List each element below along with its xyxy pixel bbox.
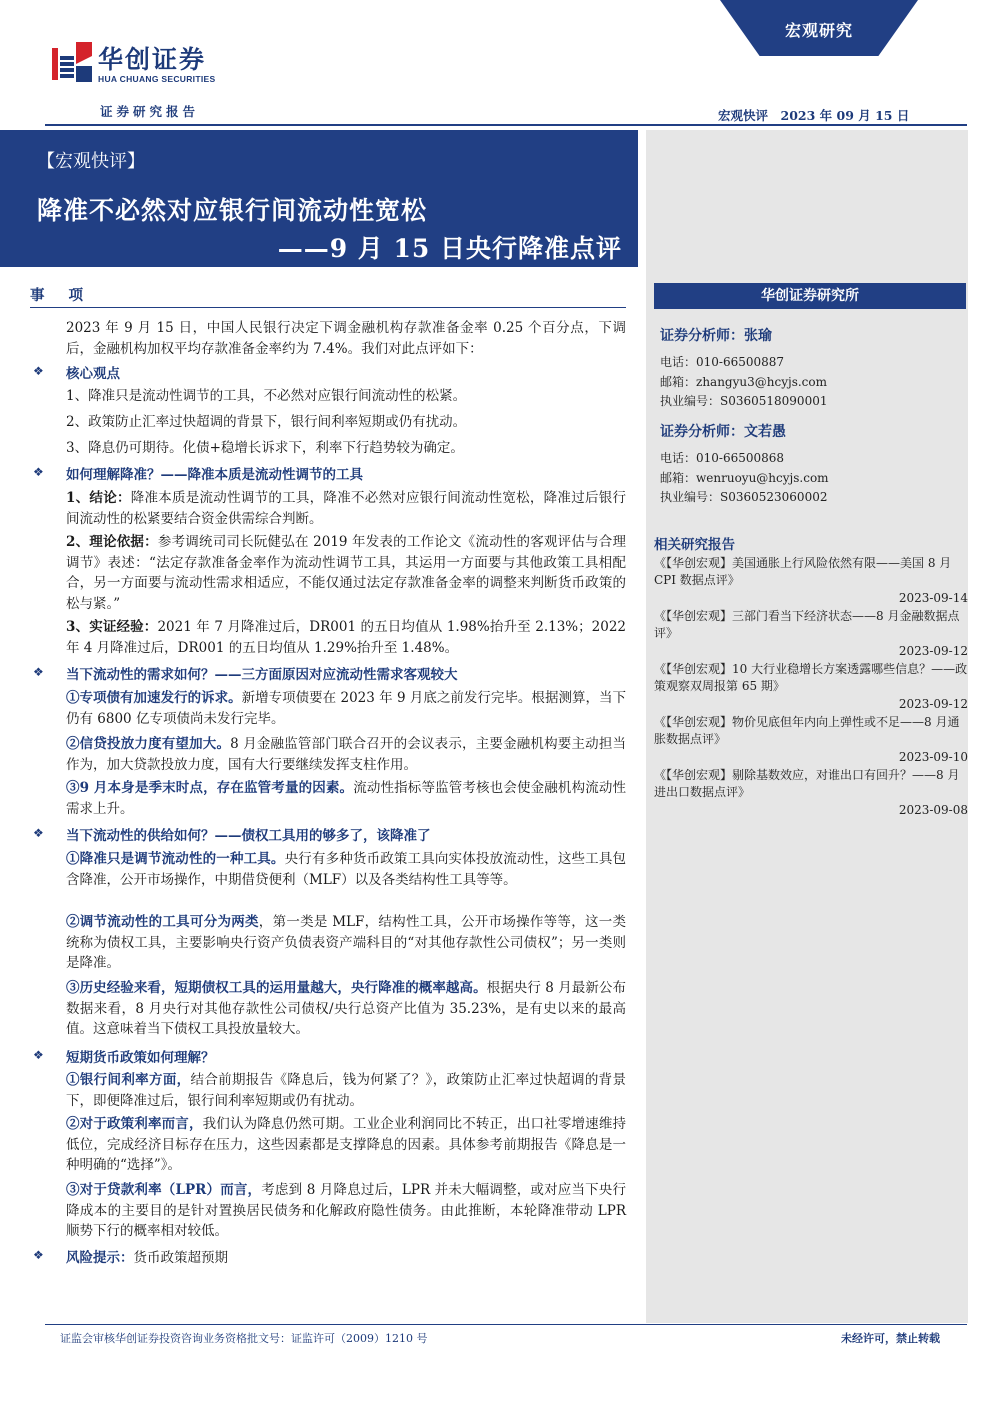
paragraph-lead: ①专项债有加速发行的诉求。	[66, 690, 242, 706]
paragraph-lead: ①银行间利率方面，	[66, 1072, 191, 1088]
paragraph-lead: 3、实证经验：	[66, 619, 158, 635]
analyst-license: 执业编号：S0360518090001	[660, 394, 828, 408]
paragraph-text: 8 月金融监管部门联合召开的会议表示，主要金融机构要主动担当作为，加大贷款投放力度，国有大行要继续发挥支柱作用。	[66, 736, 626, 773]
paragraph-text: 降准本质是流动性调节的工具，降准不必然对应银行间流动性宽松，降准过后银行间流动性的松紧要结合资金供需综合判断。	[66, 490, 626, 527]
related-report-item[interactable]	[654, 608, 968, 660]
title-tag: 【宏观快评】	[37, 151, 145, 172]
section-divider	[30, 307, 626, 308]
related-report-title[interactable]: 《【华创宏观】物价见底但年内向上弹性或不足——8 月通胀数据点评》	[654, 715, 960, 746]
section2-paragraph	[66, 688, 626, 729]
institute-heading: 华创证券研究所	[654, 283, 966, 309]
footer-notice: 未经许可，禁止转载	[841, 1332, 940, 1345]
analyst-license: 执业编号：S0360523060002	[660, 490, 828, 504]
intro-paragraph: 2023 年 9 月 15 日，中国人民银行决定下调金融机构存款准备金率 0.25 个百分点，下调后，金融机构加权平均存款准备金率约为 7.4%。我们对此点评如下：	[66, 320, 626, 357]
analyst-contact	[660, 449, 829, 508]
report-date: 宏观快评 2023 年 09 月 15 日	[718, 108, 910, 123]
related-report-title[interactable]: 《【华创宏观】10 大行业稳增长方案透露哪些信息？——政策观察双周报第 65 期》	[654, 662, 968, 693]
analyst-phone: 电话：010-66500868	[660, 451, 785, 465]
paragraph-lead: ③历史经验来看，短期债权工具的运用量越大，央行降准的概率越高。	[66, 980, 487, 996]
report-type-label: 证券研究报告	[100, 104, 200, 119]
core-point: 2、政策防止汇率过快超调的背景下，银行间利率短期或仍有扰动。	[66, 414, 467, 430]
risk-heading: 风险提示：	[66, 1250, 134, 1266]
core-point: 1、降准只是流动性调节的工具，不必然对应银行间流动性的松紧。	[66, 388, 467, 404]
related-report-date: 2023-09-08	[898, 803, 968, 817]
analyst-phone: 电话：010-66500887	[660, 355, 785, 369]
core-views-heading: 核心观点	[66, 366, 120, 382]
section3-paragraph	[66, 912, 626, 974]
section3-paragraph	[66, 849, 626, 890]
report-subtitle: ——9 月 15 日央行降准点评	[277, 234, 622, 263]
paragraph-text: ，第一类是 MLF，结构性工具，公开市场操作等等，这一类统称为债权工具，主要影响央行资产负债表资产端科目的“对其他存款性公司债权”；另一类则是降准。	[66, 914, 627, 971]
category-label: 宏观研究	[784, 21, 853, 40]
paragraph-text: 根据央行 8 月最新公布数据来看，8 月央行对其他存款性公司债权/央行总资产比值为 35.23%，是有史以来的最高值。这意味着当下债权工具投放量较大。	[66, 980, 627, 1037]
brand-name-english: HUA CHUANG SECURITIES	[98, 74, 216, 84]
header-divider	[45, 124, 967, 126]
section1-heading: 如何理解降准？——降准本质是流动性调节的工具	[66, 467, 363, 483]
section3-paragraph	[66, 978, 626, 1040]
related-reports-heading: 相关研究报告	[654, 537, 735, 553]
paragraph-lead: ②调节流动性的工具可分为两类	[66, 914, 259, 930]
risk-text: 货币政策超预期	[133, 1250, 228, 1266]
related-report-title[interactable]: 《【华创宏观】美国通胀上行风险依然有限——美国 8 月 CPI 数据点评》	[654, 556, 952, 587]
analyst-email[interactable]: 邮箱：wenruoyu@hcyjs.com	[660, 470, 829, 485]
related-report-date: 2023-09-14	[898, 591, 968, 605]
paragraph-text: 央行有多种货币政策工具向实体投放流动性，这些工具包含降准，公开市场操作，中期借贷便利（MLF）以及各类结构性工具等等。	[66, 851, 627, 888]
analyst-email[interactable]: 邮箱：zhangyu3@hcyjs.com	[660, 374, 828, 389]
diamond-bullet-icon: ❖	[33, 1048, 44, 1062]
core-point: 3、降息仍可期待。化债+稳增长诉求下，利率下行趋势较为确定。	[66, 440, 464, 456]
related-report-title[interactable]: 《【华创宏观】三部门看当下经济状态——8 月金融数据点评》	[654, 609, 960, 640]
section4-paragraph	[66, 1180, 626, 1242]
section1-paragraph	[66, 617, 626, 658]
section1-paragraph	[66, 532, 626, 614]
analyst-name: 证券分析师：张瑜	[660, 328, 772, 344]
related-report-item[interactable]	[654, 714, 968, 766]
paragraph-lead: ②对于政策利率而言，	[66, 1116, 203, 1132]
related-reports-list	[654, 555, 968, 820]
diamond-bullet-icon: ❖	[33, 364, 44, 378]
section3-heading: 当下流动性的供给如何？——债权工具用的够多了，该降准了	[66, 828, 431, 844]
section-heading: 事项	[30, 287, 107, 304]
paragraph-text: 结合前期报告《降息后，钱为何紧了？》，政策防止汇率过快超调的背景下，即便降准过后，银行间利率短期或仍有扰动。	[66, 1072, 627, 1109]
section1-paragraph	[66, 488, 626, 529]
paragraph-lead: ②信贷投放力度有望加大。	[66, 736, 231, 752]
diamond-bullet-icon: ❖	[33, 465, 44, 479]
paragraph-lead: ③对于贷款利率（LPR）而言，	[66, 1182, 262, 1198]
related-report-date: 2023-09-12	[898, 644, 968, 658]
section4-paragraph	[66, 1070, 626, 1111]
diamond-bullet-icon: ❖	[33, 826, 44, 840]
footer-license: 证监会审核华创证券投资咨询业务资格批文号：证监许可（2009）1210 号	[60, 1332, 428, 1345]
section2-heading: 当下流动性的需求如何？——三方面原因对应流动性需求客观较大	[66, 667, 458, 683]
risk-notice	[66, 1246, 228, 1266]
company-logo-icon	[52, 42, 92, 86]
diamond-bullet-icon: ❖	[33, 1248, 44, 1262]
related-report-item[interactable]	[654, 767, 968, 819]
footer-divider	[45, 1324, 967, 1325]
section2-paragraph	[66, 778, 626, 819]
paragraph-text: 我们认为降息仍然可期。工业企业利润同比不转正，出口社零增速维持低位，完成经济目标存在压力，这些因素都是支撑降息的因素。具体参考前期报告《降息是一种明确的“选择”》。	[66, 1116, 626, 1173]
paragraph-text: 2021 年 7 月降准过后，DR001 的五日均值从 1.98%抬升至 2.13%；2022 年 4 月降准过后，DR001 的五日均值从 1.29%抬升至 1.48%。	[66, 619, 626, 656]
paragraph-text: 流动性指标等监管考核也会使金融机构流动性需求上升。	[66, 780, 627, 817]
brand-name: 华创证券	[98, 45, 207, 74]
analyst-name: 证券分析师：文若愚	[660, 424, 786, 440]
related-report-date: 2023-09-12	[898, 697, 968, 711]
paragraph-text: 参考调统司司长阮健弘在 2019 年发表的工作论文《流动性的客观评估与合理调节》表述：“法定存款准备金率作为流动性调节工具，其运用一方面要与其他政策工具相配合，另一方面要与流动性需求相适应，不能仅通过法定存款准备金率的调整来判断货币政策的松与紧。”	[66, 534, 626, 612]
paragraph-text: 新增专项债要在 2023 年 9 月底之前发行完毕。根据测算，当下仍有 6800 亿专项债尚未发行完毕。	[66, 690, 626, 727]
related-report-item[interactable]	[654, 555, 968, 607]
paragraph-lead: 1、结论：	[66, 490, 131, 506]
paragraph-text: 考虑到 8 月降息过后，LPR 并未大幅调整，或对应当下央行降成本的主要目的是针对置换居民债务和化解政府隐性债务。由此推断，本轮降准带动 LPR 顺势下行的概率相对较低。	[66, 1182, 626, 1239]
section4-heading: 短期货币政策如何理解？	[66, 1050, 215, 1066]
paragraph-lead: ①降准只是调节流动性的一种工具。	[66, 851, 285, 867]
paragraph-lead: 2、理论依据：	[66, 534, 158, 550]
diamond-bullet-icon: ❖	[33, 665, 44, 679]
section4-paragraph	[66, 1114, 626, 1176]
section2-paragraph	[66, 734, 626, 775]
paragraph-lead: ③9 月本身是季末时点，存在监管考量的因素。	[66, 780, 354, 796]
related-report-item[interactable]	[654, 661, 968, 713]
report-title: 降准不必然对应银行间流动性宽松	[37, 196, 428, 225]
analyst-contact	[660, 353, 827, 412]
related-report-date: 2023-09-10	[898, 750, 968, 764]
related-report-title[interactable]: 《【华创宏观】剔除基数效应，对谁出口有回升？——8 月进出口数据点评》	[654, 768, 960, 799]
